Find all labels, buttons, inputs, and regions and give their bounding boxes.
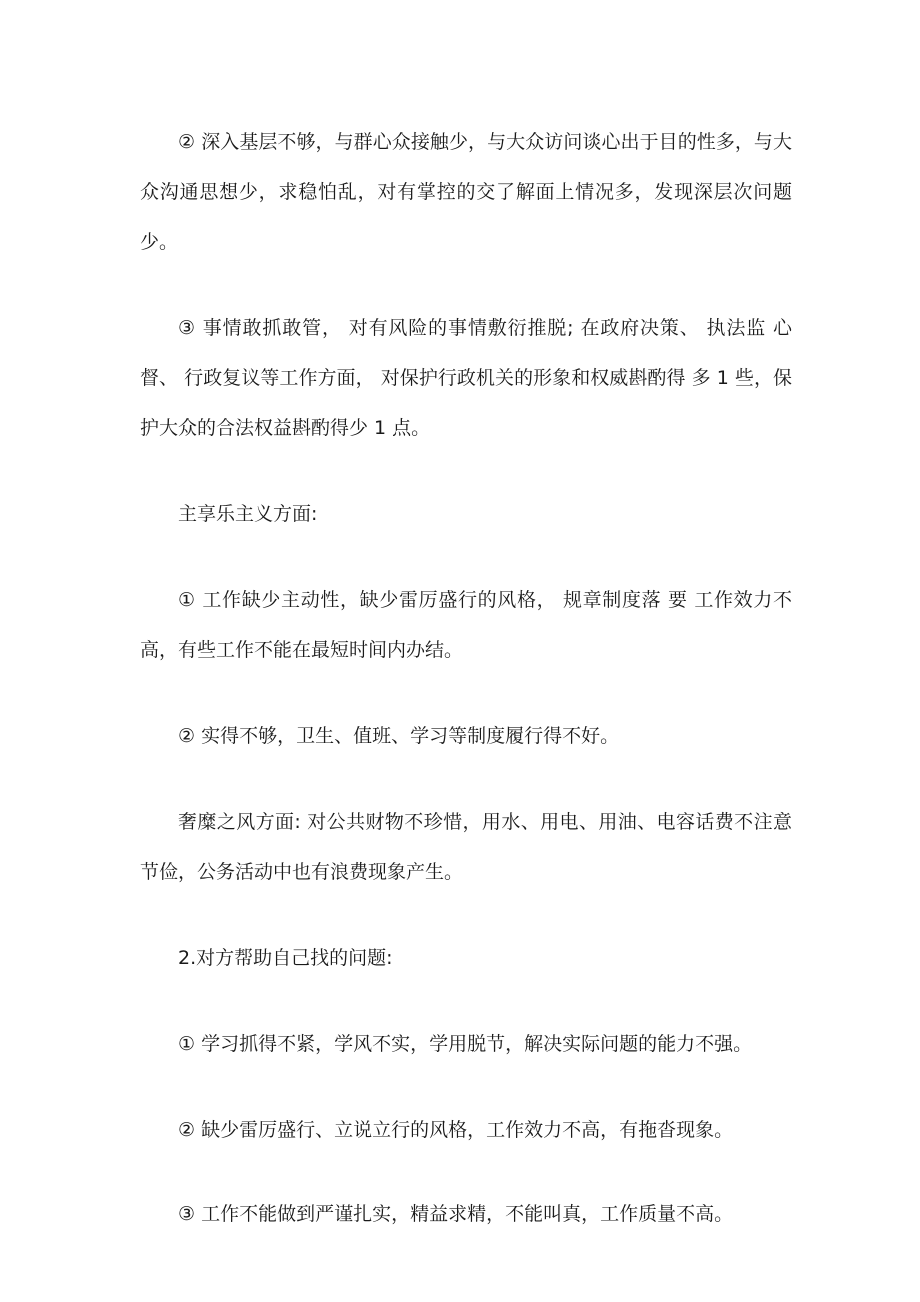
paragraph-6: ② 缺少雷厉盛行、立说立行的风格，工作效力不高，有拖沓现象。 xyxy=(178,1119,734,1141)
paragraph-extravagance: 奢糜之风方面: 对公共财物不珍惜，用水、用电、用油、电容话费不注意节俭，公务活动中也有浪费现象产生。 xyxy=(140,811,792,883)
section-heading-peer-feedback: 2.对方帮助自己找的问题: xyxy=(178,947,393,969)
section-heading-hedonism: 主享乐主义方面: xyxy=(178,503,318,525)
paragraph-3: ① 工作缺少主动性，缺少雷厉盛行的风格， 规章制度落 要 工作效力不高，有些工作不能在最短时间内办结。 xyxy=(140,589,792,661)
paragraph-4: ② 实得不够，卫生、值班、学习等制度履行得不好。 xyxy=(178,725,620,747)
paragraph-1: ② 深入基层不够，与群心众接触少，与大众访问谈心出于目的性多，与大众沟通思想少，求稳怕乱，对有掌控的交了解面上情况多，发现深层次问题少。 xyxy=(140,131,792,253)
paragraph-2: ③ 事情敢抓敢管， 对有风险的事情敷衍推脱; 在政府决策、 执法监 心 督、 行政复议等工作方面， 对保护行政机关的形象和权威斟酌得 多 1 些，保护大众的合法权益斟酌得少 1 点。 xyxy=(140,317,792,439)
paragraph-7: ③ 工作不能做到严谨扎实，精益求精，不能叫真，工作质量不高。 xyxy=(178,1203,734,1225)
document-body xyxy=(140,117,792,1273)
paragraph-5: ① 学习抓得不紧，学风不实，学用脱节，解决实际问题的能力不强。 xyxy=(178,1033,753,1055)
